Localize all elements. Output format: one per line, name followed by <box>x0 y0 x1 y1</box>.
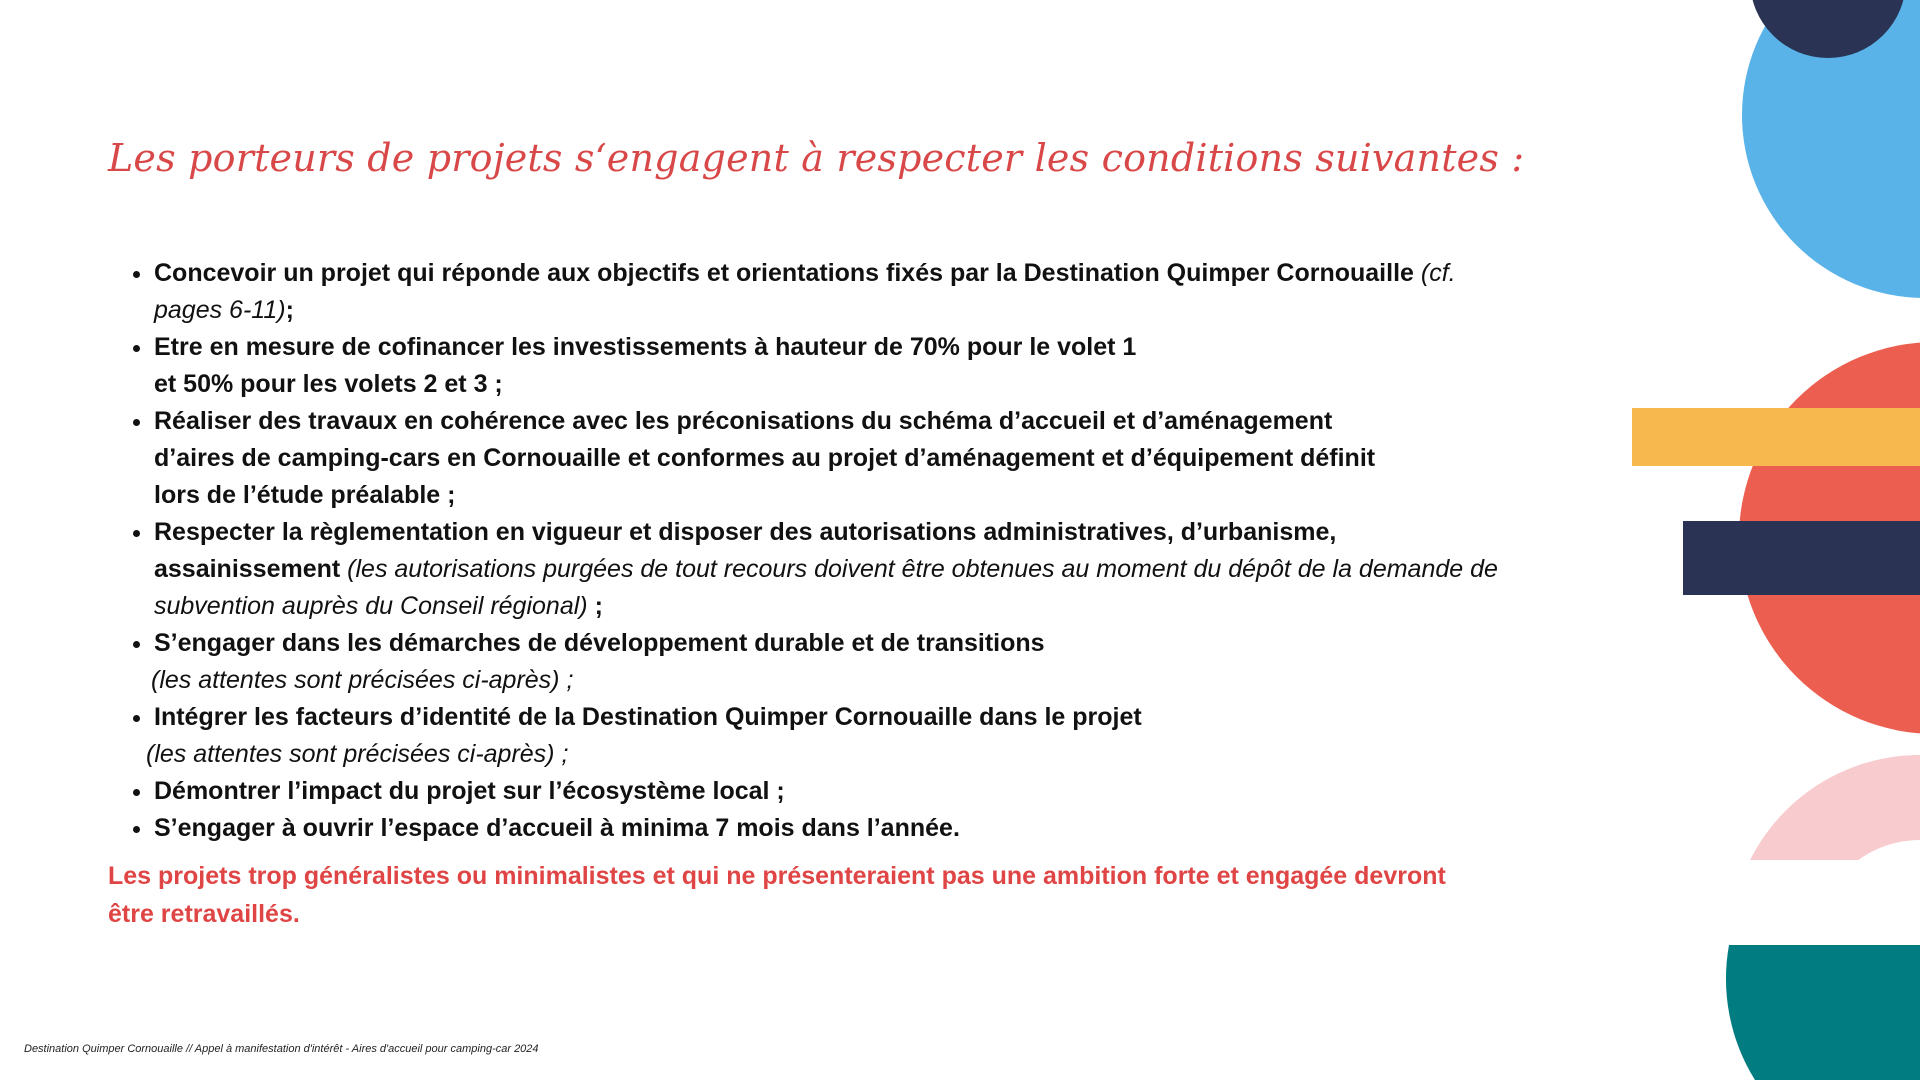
conditions-list <box>128 255 1624 847</box>
condition-3-line-1: • Réaliser des travaux en cohérence avec les préconisations du schéma d’accueil et d’aménagement <box>154 407 1333 435</box>
warning-line-2: être retravaillés. <box>108 900 300 928</box>
condition-item <box>154 514 1624 625</box>
condition-2-line-2: et 50% pour les volets 2 et 3 ; <box>154 370 503 398</box>
condition-4-end: ; <box>594 592 603 620</box>
condition-item <box>154 255 1624 329</box>
condition-6-line-1: • Intégrer les facteurs d’identité de la Destination Quimper Cornouaille dans le projet <box>154 703 1142 731</box>
warning-note <box>108 857 1618 933</box>
condition-3-line-2: d’aires de camping-cars en Cornouaille et conformes au projet d’aménagement et d’équipement définit <box>154 444 1376 472</box>
condition-5-note: (les attentes sont précisées ci-après) ; <box>151 666 574 694</box>
condition-4-line-1: • Respecter la règlementation en vigueur et disposer des autorisations administratives, d’urbanisme, <box>154 518 1337 546</box>
page-title: Les porteurs de projets s‘engagent à respecter les conditions suivantes : <box>108 136 1525 180</box>
condition-item <box>146 699 1624 773</box>
condition-5-line-1: • S’engager dans les démarches de développement durable et de transitions <box>154 629 1045 657</box>
condition-item <box>154 329 1624 403</box>
condition-4-note: (les autorisations purgées de tout recours doivent être obtenues au moment du dépôt de la demande de <box>347 555 1498 583</box>
condition-3-line-3: lors de l’étude préalable ; <box>154 481 456 509</box>
navy-stripe-shape <box>1683 521 1920 595</box>
white-arc-cap-shape <box>1725 910 1920 945</box>
condition-4-note-cont: subvention auprès du Conseil régional) <box>154 592 588 620</box>
condition-6-note: (les attentes sont précisées ci-après) ; <box>146 740 569 768</box>
condition-4-keyword: assainissement <box>154 555 341 583</box>
condition-item <box>154 403 1624 514</box>
condition-1-pages: pages 6-11) <box>154 296 286 324</box>
page-footer: Destination Quimper Cornouaille // Appel à manifestation d'intérêt - Aires d'accueil pour camping-car 2024 <box>24 1043 539 1055</box>
condition-1-ref: (cf. <box>1420 259 1456 287</box>
teal-half-circle-shape <box>1726 945 1920 1080</box>
condition-1-end: ; <box>285 296 294 324</box>
condition-7-line-1: • Démontrer l’impact du projet sur l’écosystème local ; <box>154 777 785 805</box>
condition-item <box>151 625 1624 699</box>
condition-8-line-1: • S’engager à ouvrir l’espace d’accueil à minima 7 mois dans l’année. <box>154 814 960 842</box>
condition-1-text: Concevoir un projet qui réponde aux objectifs et orientations fixés par la Destination Quimper Cornouaille <box>154 259 1414 287</box>
condition-item <box>154 810 1624 847</box>
condition-item <box>154 773 1624 810</box>
yellow-stripe-shape <box>1632 408 1920 466</box>
warning-line-1: Les projets trop généralistes ou minimalistes et qui ne présenteraient pas une ambition forte et engagée devront <box>108 862 1446 890</box>
condition-2-line-1: • Etre en mesure de cofinancer les investissements à hauteur de 70% pour le volet 1 <box>154 333 1137 361</box>
